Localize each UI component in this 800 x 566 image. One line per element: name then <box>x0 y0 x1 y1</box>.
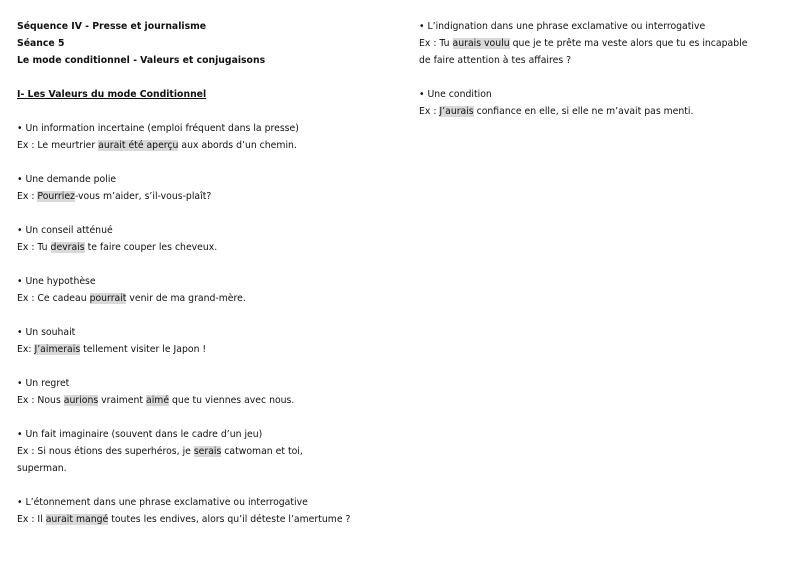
sequence-heading: Séquence IV - Presse et journalisme <box>17 21 207 32</box>
value-example: Ex : J’aurais confiance en elle, si elle ne m’avait pas menti. <box>419 106 694 117</box>
value-title: • Une hypothèse <box>17 276 96 287</box>
highlighted-verb: aurait été aperçu <box>98 140 179 151</box>
value-example: Ex : Nous aurions vraiment aimé que tu viennes avec nous. <box>17 395 295 406</box>
highlighted-verb: pourrait <box>89 293 127 304</box>
value-example: Ex : Il aurait mangé toutes les endives, alors qu’il déteste l’amertume ? <box>17 514 351 525</box>
highlighted-verb: aurais voulu <box>452 38 510 49</box>
highlighted-verb: aimé <box>146 395 170 406</box>
highlighted-verb: serais <box>193 446 222 457</box>
value-title: • Un conseil atténué <box>17 225 113 236</box>
value-example-continued: superman. <box>17 463 67 474</box>
highlighted-verb: J’aimerais <box>34 344 81 355</box>
highlighted-verb: devrais <box>50 242 85 253</box>
value-title: • Une condition <box>419 89 492 100</box>
value-example: Ex : Tu aurais voulu que je te prête ma veste alors que tu es incapable <box>419 38 748 49</box>
section-title: I- Les Valeurs du mode Conditionnel <box>17 89 207 100</box>
seance-heading: Séance 5 <box>17 38 65 49</box>
highlighted-verb: aurions <box>63 395 99 406</box>
highlighted-verb: J’aurais <box>439 106 474 117</box>
value-example: Ex: J’aimerais tellement visiter le Japon ! <box>17 344 207 355</box>
value-title: • L’étonnement dans une phrase exclamative ou interrogative <box>17 497 308 508</box>
highlighted-verb: aurait mangé <box>45 514 109 525</box>
value-title: • Un regret <box>17 378 70 389</box>
value-title: • Un information incertaine (emploi fréquent dans la presse) <box>17 123 299 134</box>
value-example: Ex : Le meurtrier aurait été aperçu aux abords d’un chemin. <box>17 140 297 151</box>
value-title: • Un fait imaginaire (souvent dans le cadre d’un jeu) <box>17 429 263 440</box>
value-example: Ex : Ce cadeau pourrait venir de ma grand-mère. <box>17 293 246 304</box>
value-title: • L’indignation dans une phrase exclamative ou interrogative <box>419 21 706 32</box>
value-example-continued: de faire attention à tes affaires ? <box>419 55 572 66</box>
highlighted-verb: Pourriez <box>37 191 75 202</box>
value-title: • Une demande polie <box>17 174 117 185</box>
topic-heading: Le mode conditionnel - Valeurs et conjugaisons <box>17 55 266 66</box>
left-column <box>17 18 397 528</box>
value-example: Ex : Pourriez-vous m’aider, s’il-vous-plaît? <box>17 191 212 202</box>
value-title: • Un souhait <box>17 327 76 338</box>
value-example: Ex : Si nous étions des superhéros, je serais catwoman et toi, <box>17 446 303 457</box>
right-column <box>419 18 789 120</box>
value-example: Ex : Tu devrais te faire couper les cheveux. <box>17 242 218 253</box>
